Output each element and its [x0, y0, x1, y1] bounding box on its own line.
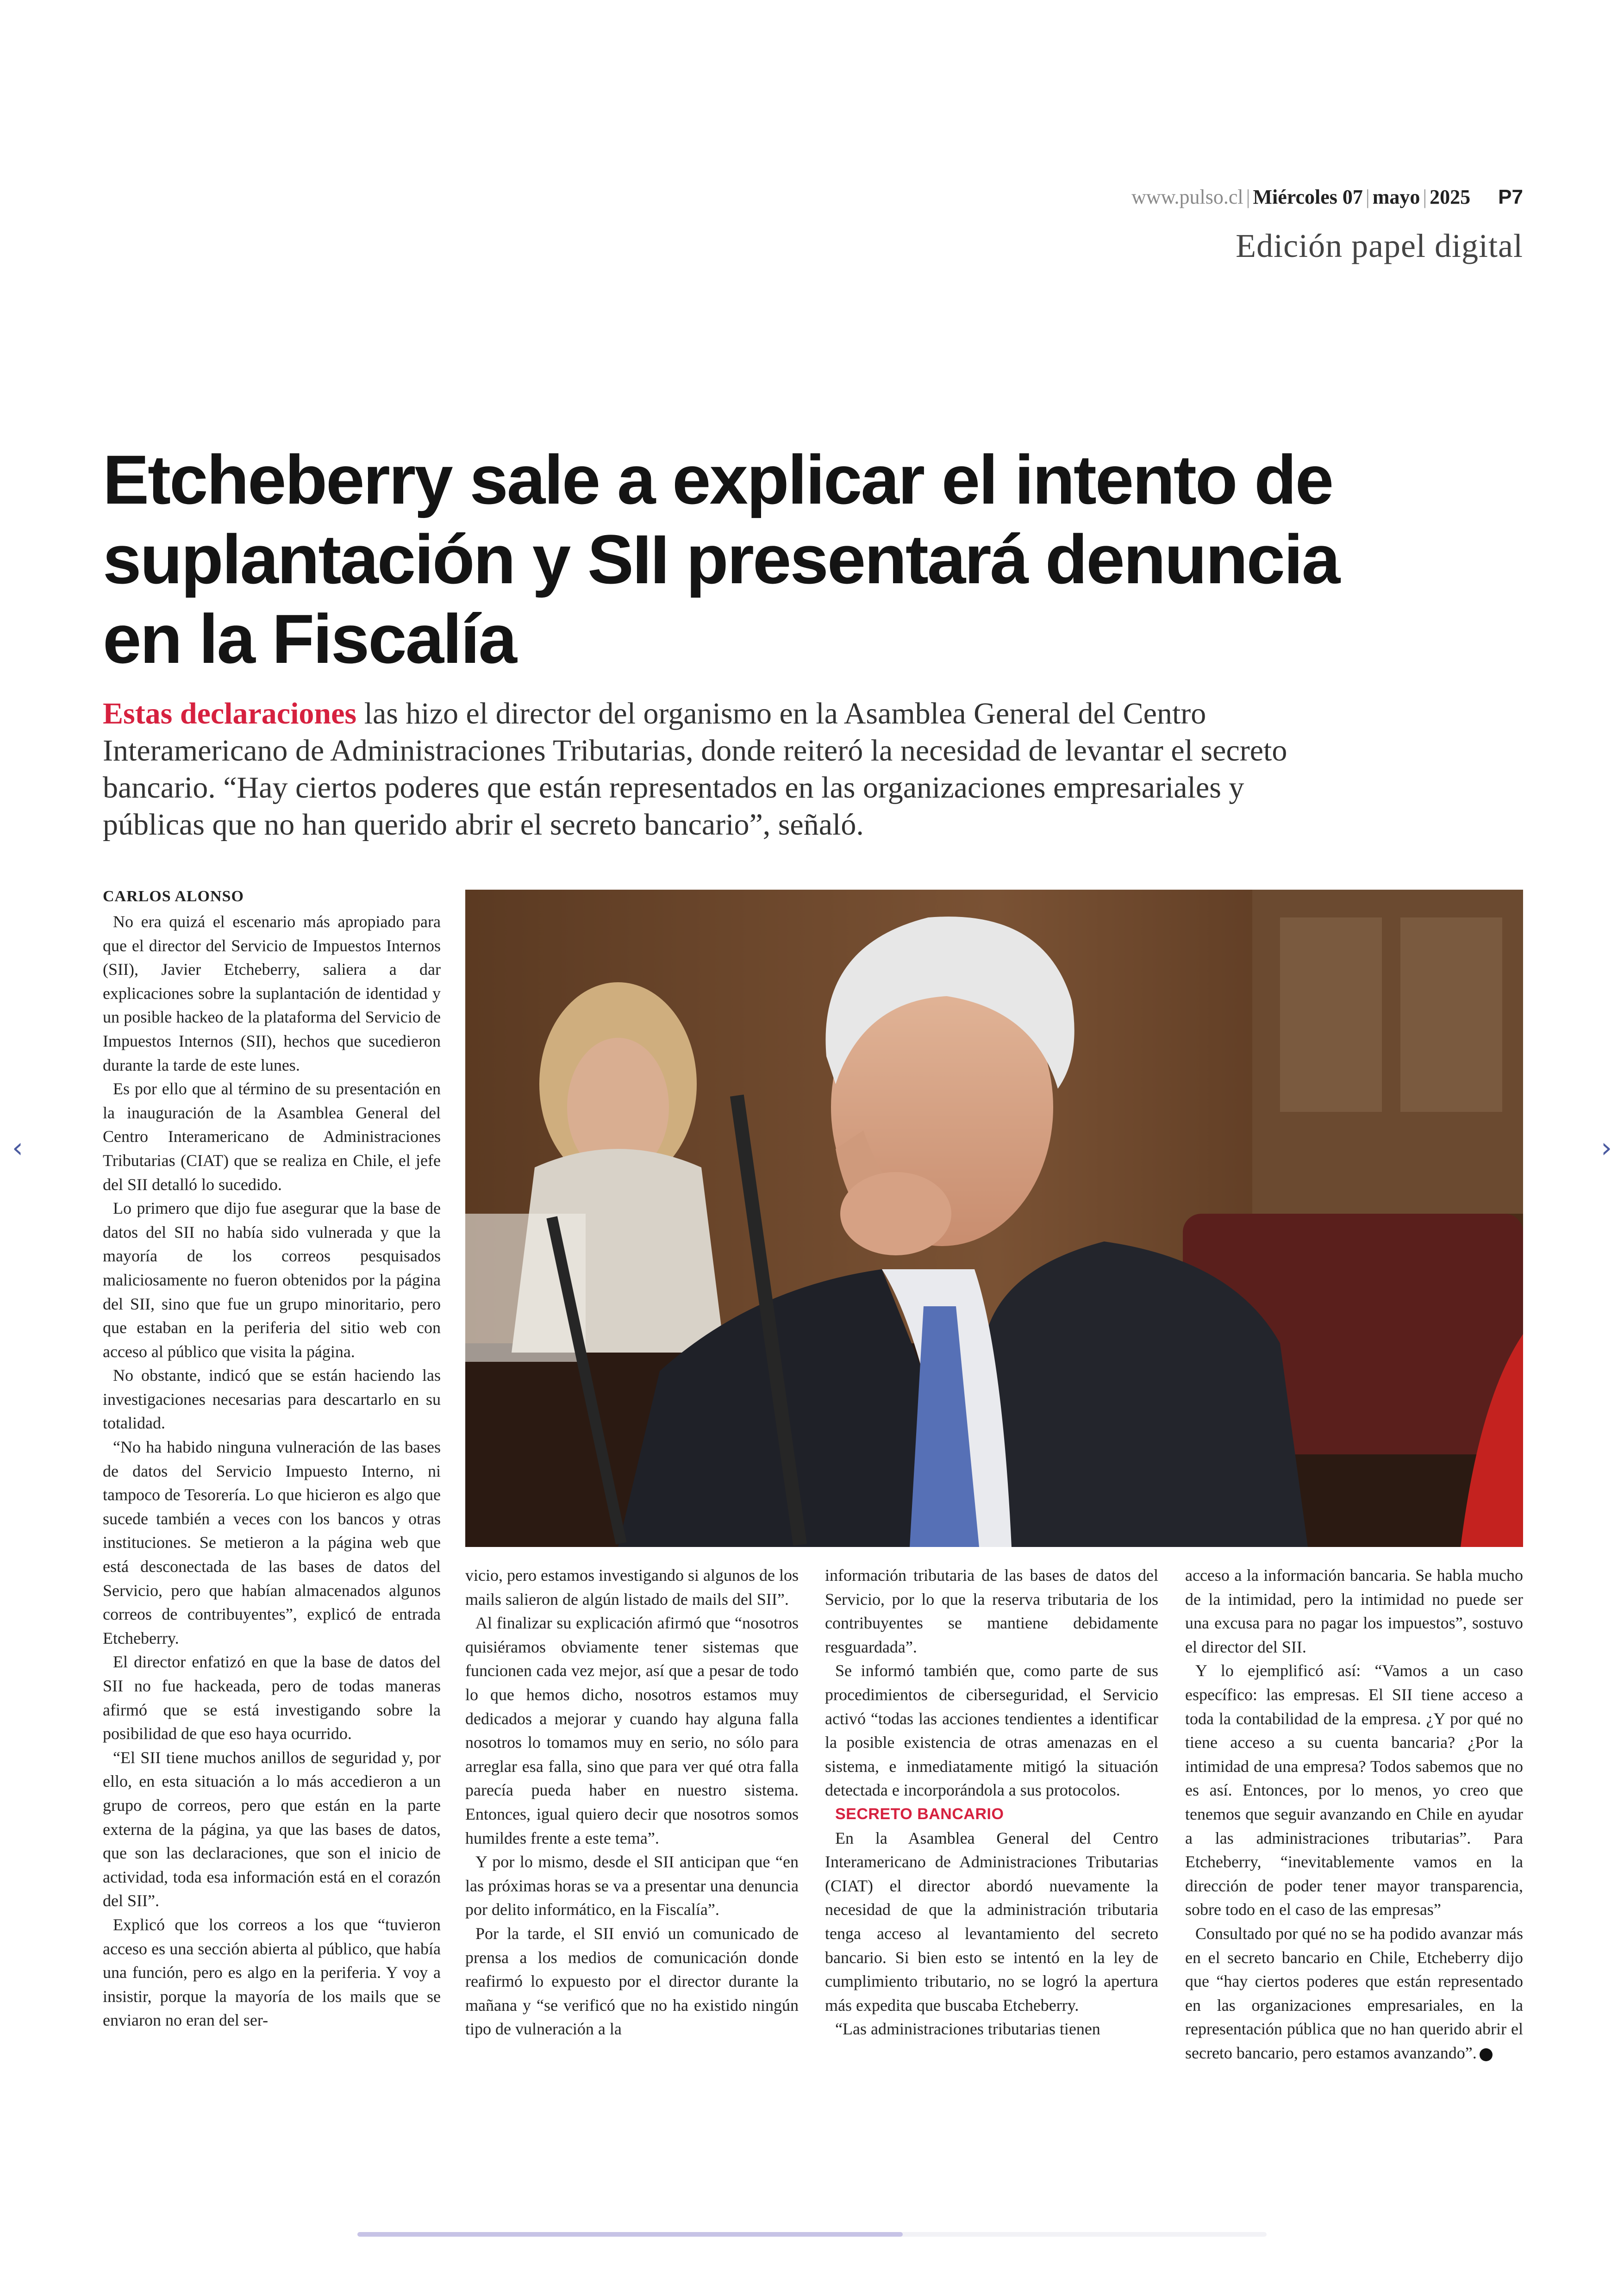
paragraph: Es por ello que al término de su presentación en la inauguración de la Asamblea General del Centro Interamericano de Administraciones Tributarias (CIAT) que se realiza en Chile, el jefe del SII detalló lo sucedido. — [103, 1079, 441, 1194]
paragraph: No obstante, indicó que se están haciendo las investigaciones necesarias para descartarlo en su totalidad. — [103, 1366, 441, 1433]
article-column-3 — [825, 1564, 1158, 2119]
paragraph-text: Consultado por qué no se ha podido avanzar más en el secreto bancario en Chile, Etcheberry dijo que “hay ciertos poderes que están representado en las organizaciones empresariales, en la representación pública que no han querido abrir el secreto bancario, pero estamos avanzando”. — [1185, 1924, 1523, 2062]
horizontal-scrollbar[interactable] — [357, 2232, 1267, 2237]
paragraph: Por la tarde, el SII envió un comunicado de prensa a los medios de comunicación donde reafirmó lo expuesto por el director durante la mañana y “se verificó que no ha existido ningún tipo de vulneración a la — [465, 1924, 799, 2039]
paragraph: “No ha habido ninguna vulneración de las bases de datos del Servicio Impuesto Interno, ni tampoco de Tesorería. Lo que hicieron es algo que sucede también a veces con los bancos y otras instituciones. Se metieron a la página web que está desconectada de las bases de datos del Servicio, pero que habían almacenados algunos correos de contribuyentes”, explicó de entrada Etcheberry. — [103, 1438, 441, 1647]
site-url: www.pulso.cl — [1131, 186, 1243, 208]
article-headline: Etcheberry sale a explicar el intento de suplantación y SII presentará denuncia en la Fiscalía — [103, 441, 1339, 678]
article-photo — [465, 890, 1523, 1547]
separator: | — [1423, 186, 1427, 208]
chevron-left-icon: ‹ — [12, 1132, 23, 1164]
separator: | — [1365, 186, 1370, 208]
paragraph: En la Asamblea General del Centro Interamericano de Administraciones Tributarias (CIAT) el director abordó nuevamente la necesidad de que la administración tributaria tenga acceso al levantamiento del secreto bancario. Si bien esto se intentó en la ley de cumplimiento tributario, no se logró la apertura más expedita que buscaba Etcheberry. — [825, 1828, 1158, 2014]
prev-page-button[interactable] — [4, 1129, 31, 1166]
paragraph: vicio, pero estamos investigando si algunos de los mails salieron de algún listado de mails del SII”. — [465, 1566, 799, 1609]
end-mark-icon — [1480, 2048, 1493, 2061]
article-column-1 — [103, 910, 441, 2114]
paragraph: “El SII tiene muchos anillos de seguridad y, por ello, en esta situación a lo más accedieron a un grupo de correos, pero que están en la parte externa de la página, ya que las bases de datos, que son las declaraciones, que son el inicio de actividad, toda esa información está en el corazón del SII”. — [103, 1748, 441, 1910]
page-number: P7 — [1498, 186, 1523, 208]
scrollbar-thumb[interactable] — [357, 2232, 903, 2237]
paragraph: Explicó que los correos a los que “tuvieron acceso es una sección abierta al público, que había una función, pero es algo en la periferia. Y voy a insistir, porque la mayoría de los mails que se enviaron no eran del ser- — [103, 1915, 441, 2030]
paragraph: Al finalizar su explicación afirmó que “nosotros quisiéramos obviamente tener sistemas que funcionen cada vez mejor, así que a pesar de todo lo que hemos dicho, nosotros estamos muy dedicados a mejorar y cuando hay alguna falla nosotros lo tomamos muy en serio, no sólo para arreglar esa falla, sino que para ver qué otra falla parecía pueda haber en nuestro sistema. Entonces, igual quiero decir que nosotros somos humildes frente a este tema”. — [465, 1614, 799, 1847]
section-subhead: SECRETO BANCARIO — [835, 1805, 1004, 1823]
issue-weekday: Miércoles 07 — [1253, 186, 1363, 208]
issue-year: 2025 — [1430, 186, 1471, 208]
paragraph: Y lo ejemplificó así: “Vamos a un caso específico: las empresas. El SII tiene acceso a toda la contabilidad de la empresa. ¿Y por qué no tiene acceso a su cuenta bancaria? ¿Por la intimidad de una empresa? Todos sabemos que no es así. Entonces, por lo menos, yo creo que tenemos que seguir avanzando en Chile en ayudar a las administraciones tributarias”. Para Etcheberry, “inevitablemente vamos en la dirección de poder tener mayor transparencia, sobre todo en el caso de las empresas” — [1185, 1661, 1523, 1919]
paragraph: información tributaria de las bases de datos del Servicio, por lo que la reserva tributaria de los contribuyentes se mantiene debidamente resguardada”. — [825, 1566, 1158, 1656]
separator: | — [1246, 186, 1250, 208]
next-page-button[interactable] — [1593, 1129, 1620, 1166]
lede-kicker: Estas declaraciones — [103, 697, 357, 730]
paragraph: Y por lo mismo, desde el SII anticipan que “en las próximas horas se va a presentar una denuncia por delito informático, en la Fiscalía”. — [465, 1852, 799, 1919]
issue-month: mayo — [1372, 186, 1420, 208]
page-masthead — [1131, 185, 1523, 209]
paragraph: Se informó también que, como parte de sus procedimientos de ciberseguridad, el Servicio activó “todas las acciones tendientes a identificar la posible existencia de otras amenazas en el sistema, e inmediatamente mitigó la situación detectada e incorporándola a sus protocolos. — [825, 1661, 1158, 1800]
chevron-right-icon: › — [1601, 1132, 1612, 1164]
article-lede — [103, 695, 1288, 843]
paragraph: acceso a la información bancaria. Se habla mucho de la intimidad, pero la intimidad no puede ser una excusa para no pagar los impuestos”, sostuvo el director del SII. — [1185, 1566, 1523, 1656]
edition-label: Edición papel digital — [1236, 227, 1523, 264]
paragraph: El director enfatizó en que la base de datos del SII no fue hackeada, pero de todas maneras afirmó que se está investigando sobre la posibilidad de que eso haya ocurrido. — [103, 1653, 441, 1743]
photo-illustration — [465, 890, 1523, 1547]
paragraph-final — [1185, 1922, 1523, 2065]
article-column-4 — [1185, 1564, 1523, 2119]
byline: CARLOS ALONSO — [103, 888, 244, 905]
article-column-2 — [465, 1564, 799, 2119]
paragraph: No era quizá el escenario más apropiado para que el director del Servicio de Impuestos Internos (SII), Javier Etcheberry, saliera a dar explicaciones sobre la suplantación de identidad y un posible hackeo de la plataforma del Servicio de Impuestos Internos (SII), hechos que sucedieron durante la tarde de este lunes. — [103, 912, 441, 1074]
paragraph: Lo primero que dijo fue asegurar que la base de datos del SII no había sido vulnerada y que la mayoría de los correos pesquisados maliciosamente no fueron obtenidos por la página del SII, sino que fue un grupo minoritario, pero que estaban en la periferia del sitio web con acceso al público que visita la página. — [103, 1199, 441, 1361]
lede-text: las hizo el director del organismo en la Asamblea General del Centro Interamericano de Administraciones Tributarias, donde reiteró la necesidad de levantar el secreto bancario. “Hay ciertos poderes que están representados en las organizaciones empresariales y públicas que no han querido abrir el secreto bancario”, señaló. — [103, 697, 1287, 842]
paragraph: “Las administraciones tributarias tienen — [835, 2020, 1100, 2039]
